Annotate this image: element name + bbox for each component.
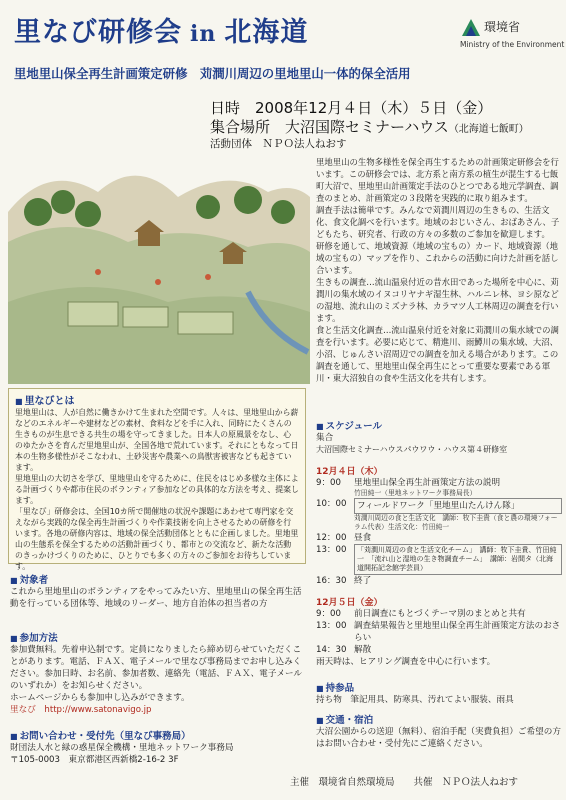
title-place: 北海道 xyxy=(224,17,309,48)
schedule-desc: 前日調査にもとづくテーマ別のまとめと共有 xyxy=(354,609,526,619)
intro-paragraph: 里地里山の生物多様性を保全再生するための計画策定研修会を行います。この研修会では、北方系と南方系の植生が混生する七飯町大沼で、里地里山計画策定手法のひとつである地元学調査、調査のまとめ、計画策定の３段階を実践的に取り組みます。 xyxy=(316,157,559,203)
schedule-time: 9：00 xyxy=(316,609,341,619)
intro-text xyxy=(316,156,562,384)
target-section xyxy=(10,572,306,610)
schedule-desc: 昼食 xyxy=(354,533,372,543)
schedule-time: 13：00 xyxy=(316,621,347,631)
schedule-desc: 里地里山保全再生計画策定方法の説明 xyxy=(354,478,501,488)
day1-label: 12月４日（木） xyxy=(316,467,383,477)
logo-text-en: Ministry of the Environment xyxy=(460,40,565,49)
meeting-place: 大沼国際セミナーハウスパウワウ・ハウス第４研修室 xyxy=(316,445,508,454)
contact-line: 財団法人水と緑の惑星保全機構・里地ネットワーク事務局 xyxy=(10,743,234,753)
schedule-time: 14：30 xyxy=(316,645,347,655)
access-heading: ■ 交通・宿泊 xyxy=(316,712,562,726)
schedule-desc: 調査結果報告と里地里山保全再生計画策定方法のおさらい xyxy=(354,621,561,643)
schedule-desc: フィールドワーク「里地里山たんけん隊」 xyxy=(354,498,562,514)
organizer: 活動団体 ＮＰＯ法人ねおす xyxy=(210,138,347,150)
schedule-row xyxy=(316,544,562,575)
schedule-sub: 竹田純一（里地ネットワーク事務局長） xyxy=(354,489,477,497)
access-section xyxy=(316,712,562,750)
schedule-heading: ■ スケジュール xyxy=(316,418,562,432)
ministry-logo-icon xyxy=(460,16,482,38)
ministry-logo xyxy=(460,16,565,50)
schedule-time: 16：30 xyxy=(316,576,347,586)
schedule-row xyxy=(316,620,562,644)
contact-heading: ■ お問い合わせ・受付先（里なび事務局） xyxy=(10,728,306,742)
venue-name: 集合場所 大沼国際セミナーハウス xyxy=(210,118,449,136)
schedule-time: 9：00 xyxy=(316,478,341,488)
footer-sponsors: 主催 環境省自然環境局 共催 ＮＰＯ法人ねおす xyxy=(290,777,519,788)
bring-heading: ■ 持参品 xyxy=(316,680,562,694)
satonavi-paragraph: 里地里山の大切さを学び、里地里山を守るために、住民をはじめ多様な主体による計画づくりや都市住民のボランティア参加などの具体的な方法を考え、提案します。 xyxy=(15,474,299,505)
venue-note: （北海道七飯町） xyxy=(448,124,529,135)
bring-section xyxy=(316,680,562,706)
logo-text-ja: 環境省 xyxy=(484,20,521,34)
contact-address: 〒105-0003 東京都港区西新橋2-16-2 3F xyxy=(10,755,179,765)
website-link[interactable]: 里なび http://www.satonavigo.jp xyxy=(10,705,152,715)
meeting-label: 集合 xyxy=(316,433,334,443)
intro-paragraph: 生きもの調査…流山温泉付近の昔水田であった場所を中心に、苅澗川の集水域のイヌコリヤナギ湿生林、ハルニレ林、ヨシ原などの湿地、流れ山のミズナラ林、カラマツ人工林周辺の調査を行います。 xyxy=(316,277,559,323)
schedule-desc: 終了 xyxy=(354,576,372,586)
event-date: 日時 2008年12月４日（木）５日（金） xyxy=(210,99,493,117)
target-text: これから里地里山のボランティアをやってみたい方、里地里山の保全再生活動を行っている団体等、地域のリーダー、地方自治体の担当者の方 xyxy=(10,587,302,609)
event-venue xyxy=(210,116,529,137)
intro-paragraph: 食と生活文化調査…流山温泉付近を対象に苅澗川の集水域での調査を行います。必要に応じて、精進川、雨鱒川の集水域、大沼、小沼、じゅんさい沼周辺での調査を加える場合があります。この調査を通して、里地里山保全再生にとって重要な要素である軍川・東大沼独自の食や生活文化を共有します。 xyxy=(316,325,559,383)
intro-paragraph: 調査手法は簡単です。みんなで苅澗川周辺の生きもの、生活文化、食文化調べを行います。地域のおじいさん、おばあさん、子どもたち、研究者、行政の方々の多数のご参加を歓迎します。 xyxy=(316,205,560,239)
schedule-row xyxy=(316,477,562,489)
satonavi-paragraph: 里地里山は、人が自然に働きかけて生まれた空間です。人々は、里地里山から薪などのエネルギーや建材などの素材、食料などを手に入れ、同時にたくさんの生きものが生息できる共生の場を守ってきました。日本人の原風景をなし、心のゆたかさを育んだ里地里山が、全国各地で荒れています。それにともなって日本の生物多様性がそこなわれ、土砂災害や農業への鳥獣害被害なども起きています。 xyxy=(15,408,299,472)
schedule-section xyxy=(316,418,562,668)
schedule-time: 13：00 xyxy=(316,545,347,555)
join-text-web: ホームページからも参加申し込みができます。 xyxy=(10,693,190,703)
schedule-sub: 苅澗川周辺の食と生活文化 講師：牧下圭貴（食と農の環境フォーラム代表）生活文化：竹田純一 xyxy=(354,514,558,531)
join-heading: ■ 参加方法 xyxy=(10,630,306,644)
satonavi-heading: ■ 里なびとは xyxy=(15,392,299,407)
contact-section xyxy=(10,728,306,766)
satonavi-box xyxy=(8,388,306,571)
schedule-time: 12：00 xyxy=(316,533,347,543)
rain-note: 雨天時は、ヒアリング調査を中心に行います。 xyxy=(316,657,496,667)
title-in: in xyxy=(190,21,217,47)
schedule-desc: 「苅澗川周辺の食と生活文化チーム」 講師：牧下圭貴、竹田純一 「流れ山と湿地の生き物調査チーム」 講師：岩間タ（北海道開拓記念館学芸員） xyxy=(354,544,562,575)
schedule-desc: 解散 xyxy=(354,645,372,655)
target-heading: ■ 対象者 xyxy=(10,572,306,586)
satoyama-illustration xyxy=(8,152,310,384)
subtitle: 里地里山保全再生計画策定研修 苅澗川周辺の里地里山一体的保全活用 xyxy=(14,66,411,81)
access-text: 大沼公園からの送迎（無料）、宿泊手配（実費負担）ご希望の方はお問い合わせ・受付先にご連絡ください。 xyxy=(316,727,561,749)
schedule-row xyxy=(316,498,562,514)
join-text: 参加費無料。先着申込制です。定員になりましたら締め切らせていただくことがあります。電話、ＦＡＸ、電子メールで里なび事務局までお申し込みください。参加日時、お名前、参加者数、連絡先（電話、ＦＡＸ、電子メールのいずれか）をお知らせください。 xyxy=(10,645,303,691)
schedule-row xyxy=(316,575,562,587)
intro-paragraph: 研修を通して、地域資源（地域の宝もの）カード、地域資源（地域の宝もの）マップを作り、これからの活動に向けた計画を話し合います。 xyxy=(316,241,559,275)
schedule-row xyxy=(316,532,562,544)
title-main: 里なび研修会 xyxy=(14,17,182,48)
page-title xyxy=(14,10,308,49)
schedule-time: 10：00 xyxy=(316,499,347,509)
day2-label: 12月５日（金） xyxy=(316,598,383,608)
schedule-row xyxy=(316,644,562,656)
schedule-row xyxy=(316,608,562,620)
bring-text: 持ち物 筆記用具、防寒具、汚れてよい服装、雨具 xyxy=(316,695,514,705)
join-section xyxy=(10,630,306,716)
satonavi-paragraph: 「里なび」研修会は、全国10カ所で開催地の状況や課題にあわせて専門家を交えながら実践的な保全再生計画づくりや作業技術を向上させるための研修を行います。各地の研修内容は、地域の保全活動団体とともに企画しました。里地里山の生態系を保全するための活動計画づくり、都市との交流など、新たな活動のきっかけづくりのために、ひとりでも多くの方々のご参加をお待ちしています。 xyxy=(15,507,299,571)
